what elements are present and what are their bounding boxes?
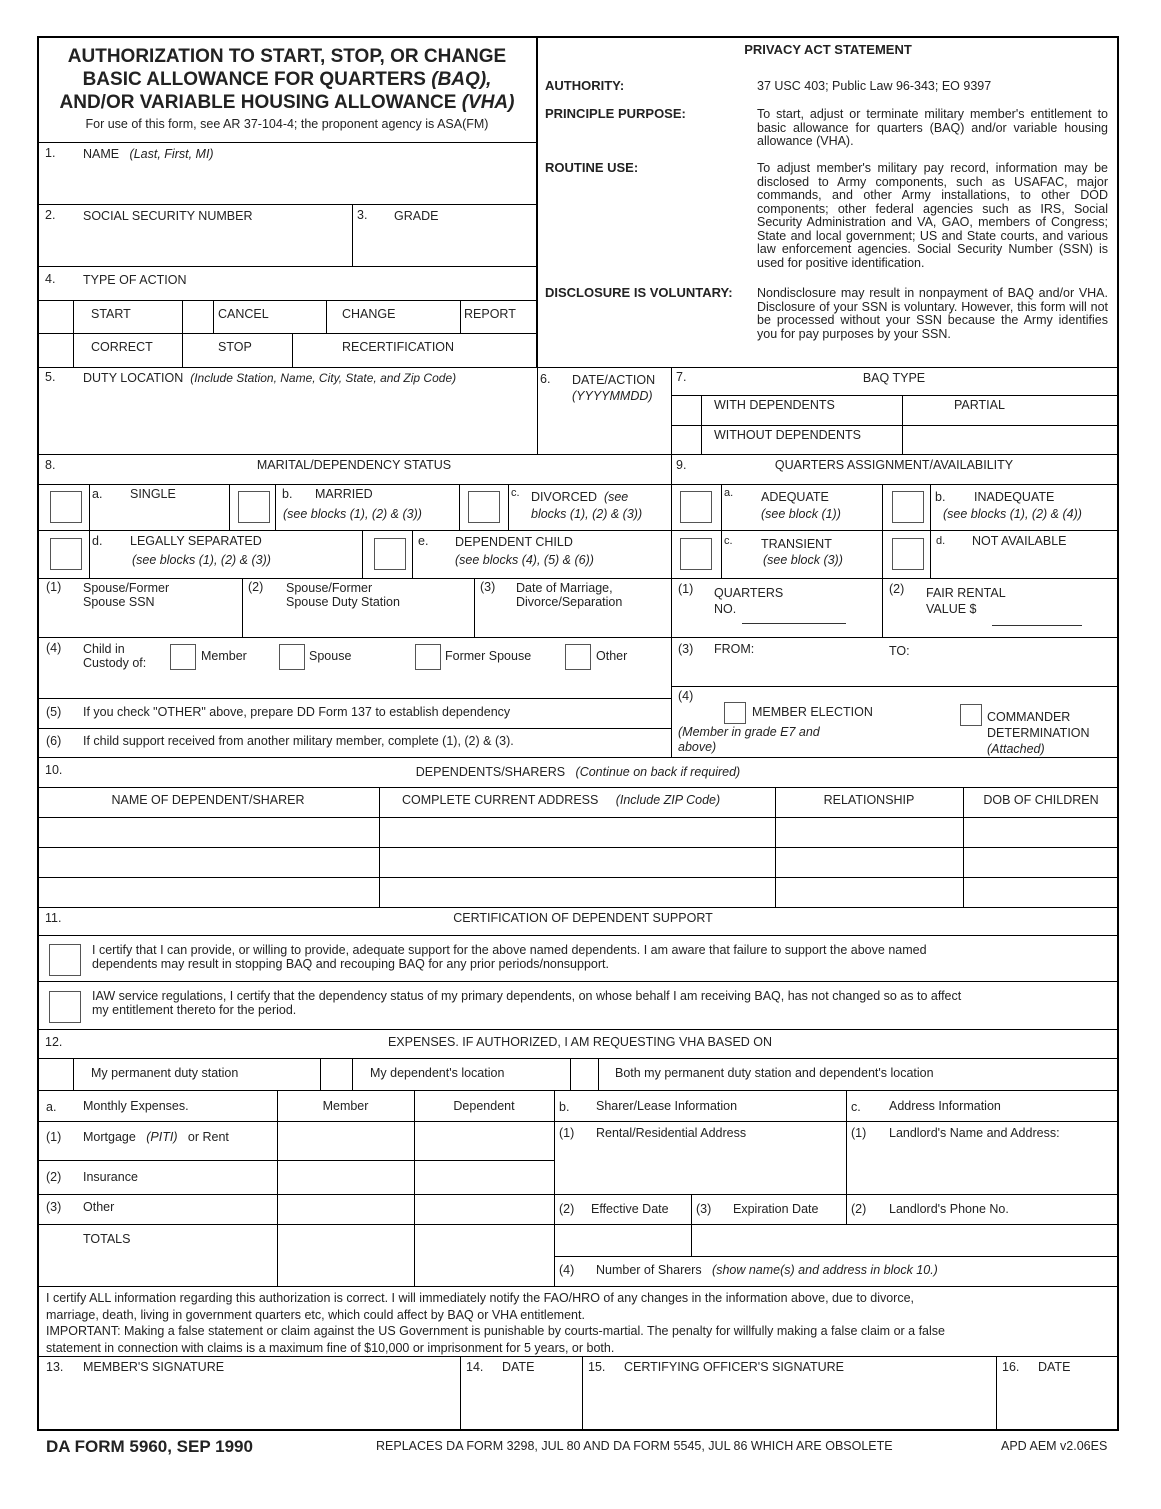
- dependents-table: [39, 818, 1117, 906]
- member-signature-field[interactable]: [40, 1378, 458, 1428]
- block14-label: DATE: [502, 1360, 535, 1374]
- certify-status-checkbox[interactable]: [49, 991, 81, 1023]
- expense-row3-label: Other: [83, 1200, 115, 1214]
- col-dob-header: DOB OF CHILDREN: [983, 793, 1099, 807]
- address-c1-label: Landlord's Name and Address:: [889, 1126, 1060, 1140]
- block13-label: MEMBER'S SIGNATURE: [83, 1360, 225, 1374]
- officer-date-field[interactable]: [998, 1378, 1116, 1428]
- custody-spouse-checkbox[interactable]: [279, 644, 305, 670]
- block5-number: 5.: [45, 370, 56, 384]
- married-hint: (see blocks (1), (2) & (3)): [283, 507, 422, 521]
- baq-without-dependents-label: WITHOUT DEPENDENTS: [714, 428, 861, 442]
- block11-number: 11.: [45, 911, 62, 925]
- block2-label: SOCIAL SECURITY NUMBER: [83, 209, 253, 223]
- legally-separated-checkbox[interactable]: [50, 538, 82, 570]
- dependent-child-hint: (see blocks (4), (5) & (6)): [455, 553, 594, 567]
- insurance-dependent-field[interactable]: [416, 1162, 553, 1193]
- field-8-2-number: (2): [248, 580, 264, 594]
- other-member-field[interactable]: [279, 1196, 413, 1223]
- adequate-checkbox[interactable]: [680, 491, 712, 523]
- custody-member-checkbox[interactable]: [170, 644, 196, 670]
- action-stop-label: STOP: [218, 340, 252, 354]
- block1-label: NAME (Last, First, MI): [83, 147, 214, 161]
- custody-other-checkbox[interactable]: [565, 644, 591, 670]
- inadequate-hint: (see blocks (1), (2) & (4)): [943, 507, 1082, 521]
- form-title-line3: AND/OR VARIABLE HOUSING ALLOWANCE (VHA): [59, 92, 515, 113]
- baq-with-dependents-checkbox[interactable]: [673, 397, 700, 424]
- adequate-label: ADEQUATE: [761, 490, 829, 504]
- field-8-4-label: Child in Custody of:: [83, 642, 147, 670]
- commander-determination-label: COMMANDER DETERMINATION (Attached): [987, 710, 1090, 756]
- action-start-checkbox[interactable]: [39, 302, 72, 332]
- block4-number: 4.: [45, 272, 56, 286]
- field-9-1-number: (1): [678, 582, 694, 596]
- block10-heading: DEPENDENTS/SHARERS (Continue on back if required): [415, 765, 741, 779]
- sharer-b2-number: (2): [559, 1202, 575, 1216]
- field-9-3-from-label: FROM:: [714, 642, 755, 656]
- adequate-hint: (see block (1)): [761, 507, 841, 521]
- field-8-1-label: Spouse/Former Spouse SSN: [83, 581, 170, 609]
- grade-field[interactable]: [356, 228, 532, 262]
- custody-member-label: Member: [201, 649, 247, 663]
- sharer-b1-label: Rental/Residential Address: [596, 1126, 747, 1140]
- authority-label: AUTHORITY:: [545, 78, 625, 93]
- totals-dependent-field[interactable]: [416, 1226, 553, 1285]
- expense-row2-label: Insurance: [83, 1170, 138, 1184]
- action-change-checkbox[interactable]: [293, 302, 325, 332]
- duty-location-field[interactable]: [80, 390, 532, 450]
- block8-heading: MARITAL/DEPENDENCY STATUS: [256, 458, 452, 472]
- sharer-b3-number: (3): [696, 1202, 712, 1216]
- field-8-1-number: (1): [46, 580, 62, 594]
- quarters-to-field[interactable]: [915, 660, 1113, 682]
- sharer-b-letter: b.: [559, 1100, 570, 1114]
- divorced-hint: blocks (1), (2) & (3)): [531, 507, 643, 521]
- disclosure-text: Nondisclosure may result in nonpayment of BAQ and/or VHA. Disclosure of your SSN is voluntary. However, this form will not be processed without your SSN because the Army identifies you for pay purposes by your SSN.: [757, 286, 1108, 341]
- member-date-field[interactable]: [462, 1378, 580, 1428]
- other-dependent-field[interactable]: [416, 1196, 553, 1223]
- address-c-label: Address Information: [889, 1099, 1001, 1113]
- inadequate-label: INADEQUATE: [974, 490, 1055, 504]
- field-8-5-text: If you check "OTHER" above, prepare DD Form 137 to establish dependency: [83, 705, 511, 719]
- name-field[interactable]: [80, 164, 532, 200]
- form-subtitle: For use of this form, see AR 37-104-4; the proponent agency is ASA(FM): [85, 117, 489, 131]
- block5-label: DUTY LOCATION (Include Station, Name, City, State, and Zip Code): [83, 371, 457, 385]
- vha-dependents-location-checkbox[interactable]: [322, 1060, 351, 1089]
- baq-partial-checkbox[interactable]: [904, 397, 934, 424]
- action-start-label: START: [91, 307, 131, 321]
- sharer-b4-label: Number of Sharers (show name(s) and address in block 10.): [596, 1263, 938, 1277]
- block16-label: DATE: [1038, 1360, 1071, 1374]
- vha-dependents-location-label: My dependent's location: [370, 1066, 505, 1080]
- divorced-checkbox[interactable]: [468, 491, 500, 523]
- form-title-line1: AUTHORIZATION TO START, STOP, OR CHANGE: [67, 46, 507, 67]
- date-of-marriage-field[interactable]: [514, 612, 668, 634]
- custody-former-spouse-checkbox[interactable]: [415, 644, 441, 670]
- ssn-field[interactable]: [80, 228, 348, 262]
- address-c2-number: (2): [851, 1202, 867, 1216]
- spouse-ssn-field[interactable]: [80, 612, 238, 634]
- field-8-6-number: (6): [46, 734, 62, 748]
- member-election-hint: (Member in grade E7 and above): [678, 725, 820, 754]
- address-c1-number: (1): [851, 1126, 867, 1140]
- action-recertification-label: RECERTIFICATION: [342, 340, 455, 354]
- custody-other-label: Other: [596, 649, 628, 663]
- quarters-from-field[interactable]: [760, 660, 880, 682]
- block3-number: 3.: [357, 208, 368, 222]
- block4-label: TYPE OF ACTION: [83, 273, 187, 287]
- address-c2-label: Landlord's Phone No.: [889, 1202, 1009, 1216]
- member-election-label: MEMBER ELECTION: [752, 705, 873, 719]
- vha-permanent-duty-checkbox[interactable]: [39, 1060, 72, 1089]
- field-8-6-text: If child support received from another military member, complete (1), (2) & (3).: [83, 734, 514, 748]
- dependent-child-letter: e.: [418, 534, 429, 548]
- table-row[interactable]: [39, 848, 1117, 877]
- single-checkbox[interactable]: [50, 491, 82, 523]
- landlord-phone-field[interactable]: [848, 1226, 1116, 1255]
- block12-number: 12.: [45, 1035, 63, 1049]
- purpose-label: PRINCIPLE PURPOSE:: [545, 106, 686, 121]
- block7-label: BAQ TYPE: [862, 371, 926, 385]
- block16-number: 16.: [1002, 1360, 1020, 1374]
- version-label: APD AEM v2.06ES: [1001, 1439, 1108, 1453]
- expense-row3-number: (3): [46, 1200, 62, 1214]
- expense-row2-number: (2): [46, 1170, 62, 1184]
- certification-statement: I certify ALL information regarding this authorization is correct. I will immediately notify the FAO/HRO of any changes in the information above, due to divorce, marriage, death, living in government quarters etc, which could affect by BAQ or VHA entitlement. IMPORTANT: Making a false statement or claim against the US Government is punishable by courts-martial. The penalty for willfully making a false claim or a false statement in connection with claims is a maximum fine of $10,000 or imprisonment for 5 years, or both.: [46, 1291, 945, 1355]
- sharer-b3-label: Expiration Date: [733, 1202, 819, 1216]
- officer-signature-field[interactable]: [584, 1378, 994, 1428]
- block8-number: 8.: [45, 458, 56, 472]
- sharer-b4-number: (4): [559, 1263, 575, 1277]
- block15-number: 15.: [588, 1360, 606, 1374]
- sharer-b-label: Sharer/Lease Information: [596, 1099, 738, 1113]
- dependent-child-label: DEPENDENT CHILD: [455, 535, 573, 549]
- landlord-name-address-field[interactable]: [886, 1143, 1116, 1191]
- field-9-1-label: QUARTERS NO.: [714, 586, 784, 616]
- vha-both-label: Both my permanent duty station and dependent's location: [615, 1066, 934, 1080]
- form-title-line2: BASIC ALLOWANCE FOR QUARTERS (BAQ),: [82, 69, 492, 90]
- transient-checkbox[interactable]: [680, 538, 712, 570]
- vha-both-checkbox[interactable]: [572, 1060, 597, 1089]
- vha-permanent-duty-label: My permanent duty station: [91, 1066, 239, 1080]
- authority-text: 37 USC 403; Public Law 96-343; EO 9397: [757, 79, 992, 93]
- married-checkbox[interactable]: [238, 491, 270, 523]
- effective-date-field[interactable]: [556, 1226, 690, 1255]
- legally-separated-hint: (see blocks (1), (2) & (3)): [132, 553, 271, 567]
- fair-rental-value-field[interactable]: [992, 610, 1082, 626]
- insurance-member-field[interactable]: [279, 1162, 413, 1193]
- rental-address-field[interactable]: [594, 1143, 844, 1191]
- quarters-number-field[interactable]: [742, 608, 846, 624]
- block3-label: GRADE: [394, 209, 439, 223]
- col-member-header: Member: [322, 1099, 369, 1113]
- block12-heading: EXPENSES. IF AUTHORIZED, I AM REQUESTING VHA BASED ON: [387, 1035, 773, 1049]
- certify-support-text: I certify that I can provide, or willing to provide, adequate support for the above named dependents. I am aware that failure to support the above named dependents may result in stopping BAQ and recouping BAQ for any prior periods/nonsupport.: [92, 943, 927, 971]
- replaces-notice: REPLACES DA FORM 3298, JUL 80 AND DA FORM 5545, JUL 86 WHICH ARE OBSOLETE: [376, 1439, 893, 1453]
- block9-heading: QUARTERS ASSIGNMENT/AVAILABILITY: [774, 458, 1014, 472]
- form-identifier: DA FORM 5960, SEP 1990: [46, 1437, 253, 1456]
- expense-row1-number: (1): [46, 1130, 62, 1144]
- not-available-checkbox[interactable]: [892, 538, 924, 570]
- block9-number: 9.: [676, 458, 687, 472]
- action-cancel-label: CANCEL: [218, 307, 269, 321]
- disclosure-label: DISCLOSURE IS VOLUNTARY:: [545, 285, 733, 300]
- block6-hint: (YYYYMMDD): [572, 389, 653, 403]
- block13-number: 13.: [46, 1360, 64, 1374]
- expiration-date-field[interactable]: [693, 1226, 845, 1255]
- action-correct-checkbox[interactable]: [39, 335, 72, 366]
- dependent-child-checkbox[interactable]: [374, 538, 406, 570]
- action-recertification-checkbox[interactable]: [294, 335, 326, 366]
- sharer-b1-number: (1): [559, 1126, 575, 1140]
- adequate-letter: a.: [724, 487, 734, 499]
- sharer-b2-label: Effective Date: [591, 1202, 669, 1216]
- legally-separated-label: LEGALLY SEPARATED: [130, 534, 262, 548]
- inadequate-letter: b.: [935, 490, 946, 504]
- privacy-heading: PRIVACY ACT STATEMENT: [744, 42, 912, 57]
- transient-letter: c.: [724, 535, 733, 547]
- col-name-header: NAME OF DEPENDENT/SHARER: [111, 793, 305, 807]
- married-label: MARRIED: [315, 487, 373, 501]
- action-report-checkbox[interactable]: [430, 302, 459, 332]
- mortgage-dependent-field[interactable]: [416, 1123, 553, 1159]
- expense-totals-label: TOTALS: [83, 1232, 131, 1246]
- col-dependent-header: Dependent: [453, 1099, 515, 1113]
- married-letter: b.: [282, 487, 293, 501]
- field-9-4-number: (4): [678, 689, 694, 703]
- field-8-3-number: (3): [480, 580, 496, 594]
- routine-use-text: To adjust member's military pay record, information may be disclosed to Army components, such as USAFAC, major commands, and other Army installations, to other DOD components; other federal agencies such as IRS, Social Security Administration and VA, GAO, members of Congress; State and local government; US and State courts, and various law enforcement agencies. Social Security Number (SSN) is used for positive identification.: [757, 161, 1108, 270]
- action-change-label: CHANGE: [342, 307, 396, 321]
- field-9-2-number: (2): [889, 582, 905, 596]
- field-9-3-to-label: TO:: [889, 644, 910, 658]
- block2-number: 2.: [45, 208, 56, 222]
- baq-partial-label: PARTIAL: [954, 398, 1005, 412]
- action-stop-checkbox[interactable]: [184, 335, 212, 366]
- transient-hint: (see block (3)): [763, 553, 843, 567]
- custody-former-spouse-label: Former Spouse: [445, 649, 532, 663]
- field-8-2-label: Spouse/Former Spouse Duty Station: [286, 581, 400, 609]
- mortgage-member-field[interactable]: [279, 1123, 413, 1159]
- single-letter: a.: [92, 487, 103, 501]
- expense-row1-label: Mortgage (PITI) or Rent: [83, 1130, 229, 1144]
- purpose-text: To start, adjust or terminate military member's entitlement to basic allowance for quarters (BAQ) and/or variable housing allowance (VHA).: [757, 107, 1108, 148]
- block1-number: 1.: [45, 146, 56, 160]
- commander-determination-checkbox[interactable]: [960, 704, 982, 726]
- expenses-a-label: Monthly Expenses.: [83, 1099, 189, 1113]
- block7-number: 7.: [676, 370, 687, 384]
- field-8-5-number: (5): [46, 705, 62, 719]
- spouse-duty-station-field[interactable]: [284, 612, 470, 634]
- block6-number: 6.: [540, 372, 551, 386]
- col-relationship-header: RELATIONSHIP: [823, 793, 915, 807]
- legally-separated-letter: d.: [92, 534, 103, 548]
- block15-label: CERTIFYING OFFICER'S SIGNATURE: [624, 1360, 844, 1374]
- date-action-field[interactable]: [540, 408, 668, 450]
- field-8-3-label: Date of Marriage, Divorce/Separation: [516, 581, 623, 609]
- col-address-header: COMPLETE CURRENT ADDRESS (Include ZIP Code): [402, 793, 721, 807]
- action-cancel-checkbox[interactable]: [184, 302, 212, 332]
- baq-with-dependents-label: WITH DEPENDENTS: [714, 398, 835, 412]
- divorced-letter: c.: [511, 487, 520, 499]
- totals-member-field[interactable]: [279, 1226, 413, 1285]
- block6-label: DATE/ACTION: [572, 373, 656, 387]
- transient-label: TRANSIENT: [761, 537, 832, 551]
- certify-support-checkbox[interactable]: [49, 944, 81, 976]
- block14-number: 14.: [466, 1360, 484, 1374]
- not-available-letter: d.: [936, 535, 946, 547]
- custody-spouse-label: Spouse: [309, 649, 352, 663]
- action-report-label: REPORT: [464, 307, 516, 321]
- block11-heading: CERTIFICATION OF DEPENDENT SUPPORT: [453, 911, 713, 925]
- member-election-checkbox[interactable]: [724, 702, 746, 724]
- single-label: SINGLE: [130, 487, 176, 501]
- field-8-4-number: (4): [46, 641, 62, 655]
- block10-number: 10.: [45, 763, 63, 777]
- inadequate-checkbox[interactable]: [892, 491, 924, 523]
- action-correct-label: CORRECT: [91, 340, 153, 354]
- divorced-label: DIVORCED (see: [531, 490, 629, 504]
- address-c-letter: c.: [851, 1100, 861, 1114]
- table-row[interactable]: [39, 878, 1117, 906]
- certify-status-text: IAW service regulations, I certify that the dependency status of my primary dependents, on whose behalf I am receiving BAQ, has not changed so as to affect my entitlement thereto for the period.: [92, 989, 962, 1017]
- expenses-a-letter: a.: [46, 1100, 57, 1114]
- baq-without-dependents-checkbox[interactable]: [673, 427, 700, 453]
- field-9-3-number: (3): [678, 642, 694, 656]
- table-row[interactable]: [39, 818, 1117, 847]
- routine-use-label: ROUTINE USE:: [545, 160, 639, 175]
- field-9-2-label: FAIR RENTAL VALUE $: [926, 586, 1006, 616]
- not-available-label: NOT AVAILABLE: [972, 534, 1067, 548]
